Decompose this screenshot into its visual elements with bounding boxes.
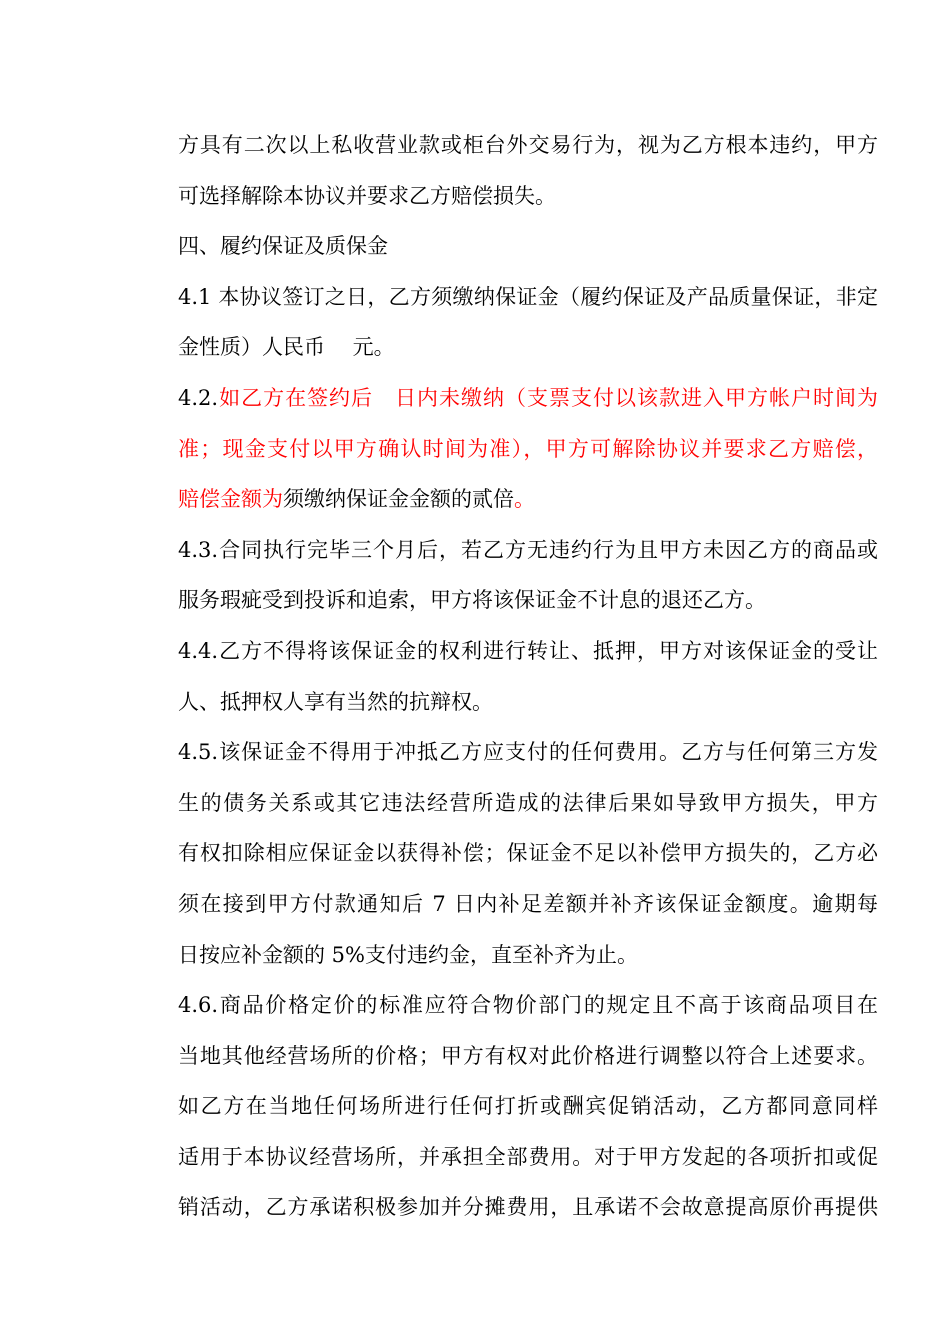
text-line: 适用于本协议经营场所，并承担全部费用。对于甲方发起的各项折扣或促 [178,1144,878,1169]
highlighted-text: 如乙方在签约后 日内未缴纳（支票支付以该款进入甲方帐户时间为 [218,385,878,410]
text-line: 可选择解除本协议并要求乙方赔偿损失。 [178,183,556,208]
highlighted-text: 赔偿金额为 [178,487,283,512]
text-line: 如乙方在当地任何场所进行任何打折或酬宾促销活动，乙方都同意同样 [178,1094,878,1119]
highlighted-text: 准；现金支付以甲方确认时间为准），甲方可解除协议并要求乙方赔偿， [178,436,878,461]
text-line: 金性质）人民币 元。 [178,335,395,360]
clause-number: 4.2. [178,385,219,410]
clause-4-2 [178,373,878,424]
text-line: 生的债务关系或其它违法经营所造成的法律后果如导致甲方损失，甲方 [178,790,878,815]
clause-4-3: 4.3.合同执行完毕三个月后，若乙方无违约行为且甲方未因乙方的商品或 [178,537,878,562]
clause-4-6: 4.6.商品价格定价的标准应符合物价部门的规定且不高于该商品项目在 [178,993,878,1018]
document-body [178,120,878,1233]
text-line [178,474,878,525]
text-line: 销活动，乙方承诺积极参加并分摊费用，且承诺不会故意提高原价再提供 [178,1195,878,1220]
text-line: 服务瑕疵受到投诉和追索，甲方将该保证金不计息的退还乙方。 [178,588,766,613]
text-line: 人、抵押权人享有当然的抗辩权。 [178,689,493,714]
clause-4-5: 4.5.该保证金不得用于冲抵乙方应支付的任何费用。乙方与任何第三方发 [178,740,878,765]
section-heading: 四、履约保证及质保金 [178,234,388,259]
text-line: 方具有二次以上私收营业款或柜台外交易行为，视为乙方根本违约，甲方 [178,133,878,157]
highlighted-text: 。 [514,487,535,512]
clause-4-4: 4.4.乙方不得将该保证金的权利进行转让、抵押，甲方对该保证金的受让 [178,638,878,663]
clause-4-1: 4.1 本协议签订之日，乙方须缴纳保证金（履约保证及产品质量保证，非定 [178,284,878,309]
text-line: 有权扣除相应保证金以获得补偿；保证金不足以补偿甲方损失的，乙方必 [178,841,878,866]
text-line: 须在接到甲方付款通知后 7 日内补足差额并补齐该保证金额度。逾期每 [178,891,878,916]
text-line: 日按应补金额的 5%支付违约金，直至补齐为止。 [178,942,638,967]
text-line: 当地其他经营场所的价格；甲方有权对此价格进行调整以符合上述要求。 [178,1043,878,1068]
plain-text: 须缴纳保证金金额的贰倍 [283,487,514,512]
